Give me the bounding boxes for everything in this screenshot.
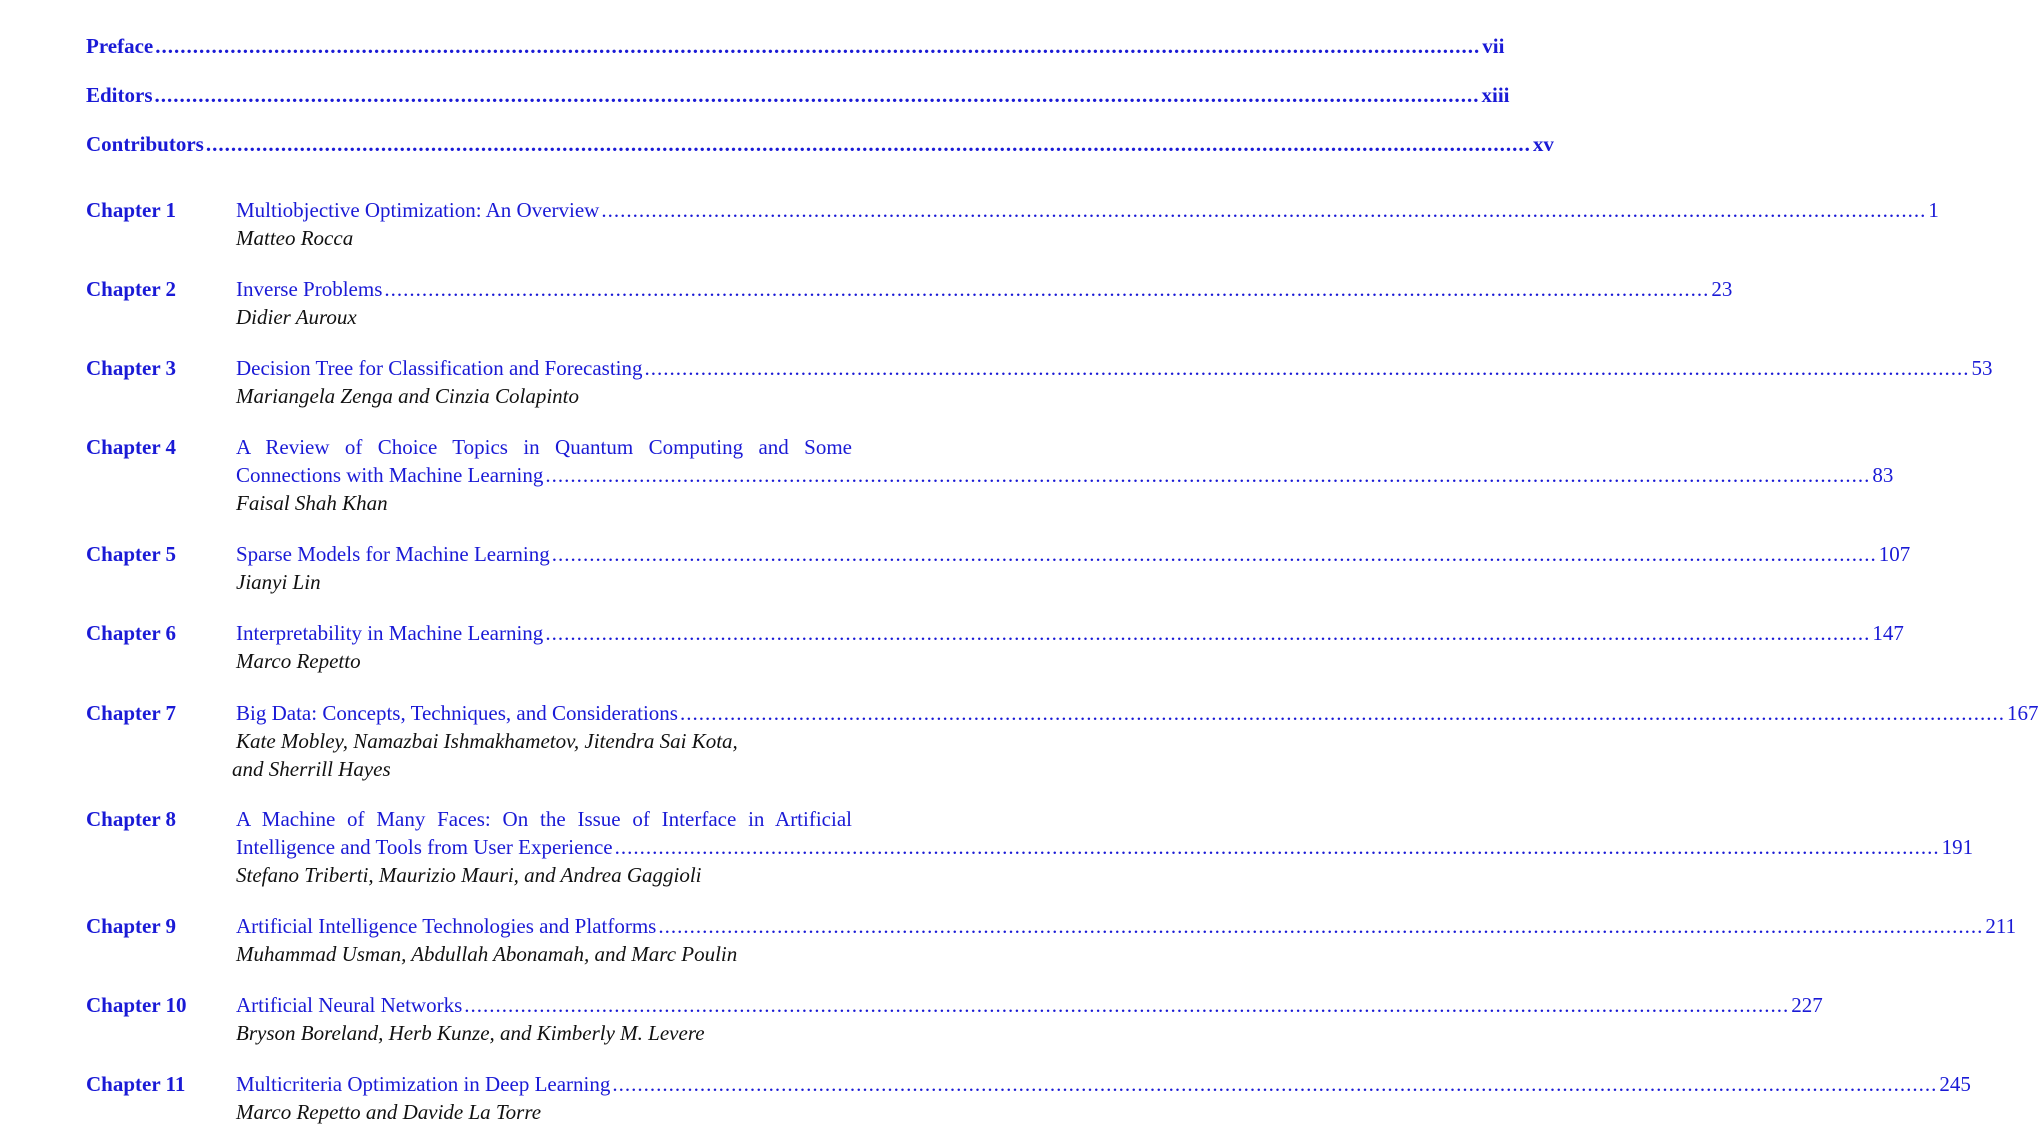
chapter-title-link[interactable] [236,619,1904,647]
chapter-label[interactable]: Chapter 2 [86,277,177,301]
chapter-label[interactable]: Chapter 10 [86,993,187,1017]
chapter-label[interactable]: Chapter 9 [86,914,177,938]
chapter-title: Inverse Problems [236,277,383,301]
chapter-authors: Bryson Boreland, Herb Kunze, and Kimberly M. Levere [236,1021,705,1045]
page-number: vii [1482,34,1505,58]
dot-leader: .................................................................................................................................................................................................................... [679,701,2005,725]
chapter-title: Multicriteria Optimization in Deep Learning [236,1072,611,1096]
page-number: 211 [1985,914,2017,938]
page-number: 53 [1971,356,1993,380]
page-number: 227 [1791,993,1823,1017]
chapter-title-line-2: Connections with Machine Learning [236,463,544,487]
chapter-title: Decision Tree for Classification and Forecasting [236,356,643,380]
page-number: 245 [1939,1072,1971,1096]
chapter-title: Big Data: Concepts, Techniques, and Considerations [236,701,678,725]
dot-leader: .................................................................................................................................................................................................................... [545,463,1871,487]
dot-leader: .................................................................................................................................................................................................................... [464,993,1790,1017]
chapter-label[interactable]: Chapter 5 [86,542,177,566]
page-number: 83 [1872,463,1894,487]
chapter-title: Interpretability in Machine Learning [236,621,544,645]
entry-label: Preface [86,34,154,58]
chapter-title-link[interactable] [236,699,2038,727]
page-number: 23 [1711,277,1733,301]
toc-entry-preface[interactable] [86,34,1505,59]
page-number: xiii [1481,83,1510,107]
chapter-authors: Mariangela Zenga and Cinzia Colapinto [236,384,580,408]
dot-leader: .................................................................................................................................................................................................................... [612,1072,1938,1096]
dot-leader: .................................................................................................................................................................................................................... [384,277,1710,301]
chapter-label[interactable]: Chapter 7 [86,701,177,725]
chapter-title: Sparse Models for Machine Learning [236,542,550,566]
chapter-title-link[interactable] [236,540,1911,568]
page-number: xv [1532,132,1554,156]
chapter-title-line-2: Intelligence and Tools from User Experience [236,835,613,859]
chapter-title: Artificial Neural Networks [236,993,463,1017]
chapter-label[interactable]: Chapter 4 [86,435,177,459]
dot-leader: .................................................................................................................................................................................................................... [658,914,1984,938]
chapter-label[interactable]: Chapter 1 [86,198,177,222]
chapter-title: Artificial Intelligence Technologies and Platforms [236,914,657,938]
chapter-authors: Muhammad Usman, Abdullah Abonamah, and Marc Poulin [236,942,738,966]
entry-label: Editors [86,83,153,107]
chapter-label[interactable]: Chapter 3 [86,356,177,380]
chapter-authors: Jianyi Lin [236,570,321,594]
chapter-title-line-1: A Review of Choice Topics in Quantum Computing and Some [236,435,852,459]
dot-leader: .................................................................................................................................................................................................................... [601,198,1927,222]
chapter-title: Multiobjective Optimization: An Overview [236,198,600,222]
chapter-title-link[interactable] [236,196,1939,224]
chapter-label[interactable]: Chapter 11 [86,1072,186,1096]
dot-leader: .................................................................................................................................................................................................................... [614,835,1940,859]
chapter-title-link[interactable] [236,991,1823,1019]
dot-leader: .................................................................................................................................................................................................................... [551,542,1877,566]
chapter-title-link[interactable] [236,805,852,833]
page-number: 167 [2006,701,2038,725]
chapter-title-link[interactable] [236,433,852,461]
chapter-authors: Marco Repetto [236,649,361,673]
dot-leader: .................................................................................................................................................................................................................... [154,83,1480,107]
chapter-title-link[interactable] [236,275,1733,303]
dot-leader: .................................................................................................................................................................................................................... [205,132,1531,156]
page-number: 107 [1878,542,1911,566]
dot-leader: .................................................................................................................................................................................................................... [545,621,1871,645]
chapter-authors: Marco Repetto and Davide La Torre [236,1100,542,1124]
chapter-title-link[interactable] [236,461,1894,489]
chapter-authors: Stefano Triberti, Maurizio Mauri, and Andrea Gaggioli [236,863,702,887]
chapter-authors: Matteo Rocca [236,226,354,250]
chapter-authors-cont: and Sherrill Hayes [232,757,391,781]
chapter-authors: Kate Mobley, Namazbai Ishmakhametov, Jitendra Sai Kota, [236,729,738,753]
page-number: 1 [1928,198,1939,222]
page-number: 191 [1941,835,1974,859]
toc-entry-contributors[interactable] [86,132,1554,157]
chapter-title-link[interactable] [236,912,2017,940]
chapter-title-link[interactable] [236,354,1993,382]
page-number: 147 [1872,621,1904,645]
dot-leader: .................................................................................................................................................................................................................... [155,34,1481,58]
toc-entry-editors[interactable] [86,83,1510,108]
chapter-authors: Faisal Shah Khan [236,491,388,515]
chapter-title-link[interactable] [236,833,1974,861]
chapter-label[interactable]: Chapter 8 [86,807,177,831]
entry-label: Contributors [86,132,204,156]
chapter-title-line-1: A Machine of Many Faces: On the Issue of Interface in Artificial [236,807,852,831]
chapter-label[interactable]: Chapter 6 [86,621,177,645]
dot-leader: .................................................................................................................................................................................................................... [644,356,1970,380]
chapter-authors: Didier Auroux [236,305,357,329]
chapter-title-link[interactable] [236,1070,1971,1098]
